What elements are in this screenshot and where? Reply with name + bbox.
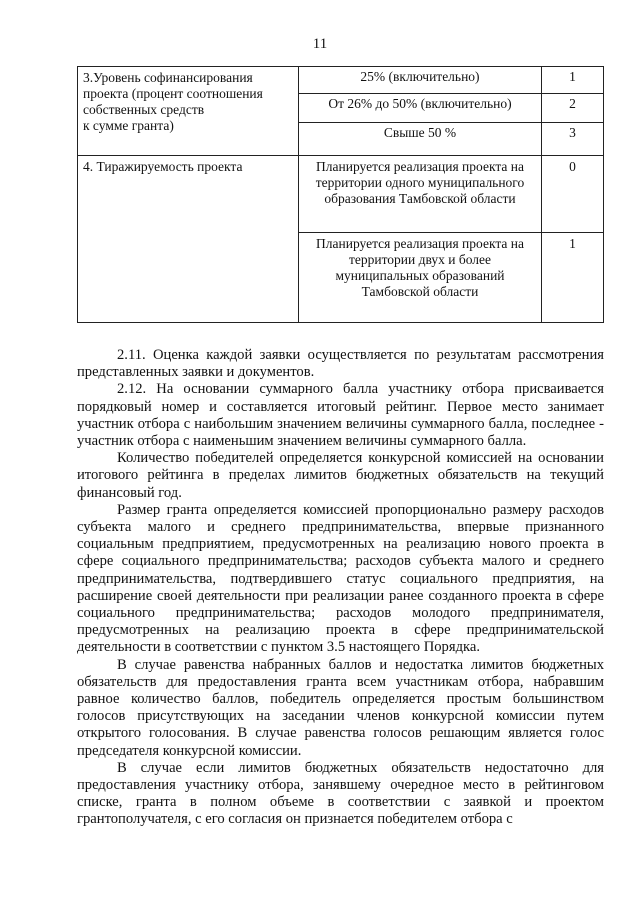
criterion-text: 4. Тиражируемость проекта <box>83 159 243 174</box>
criterion-replicability <box>78 156 299 323</box>
paragraph-grant-size: Размер гранта определяется комиссией пропорционально размеру расходов субъекта малого и среднего предпринимательства, впервые признанного социальным предприятием, предусмотренных на реализацию нового проекта в сфере социального предпринимательства; расходов субъекта малого и среднего предпринимательства, подтвердившего статус социального предприятия, на расширение своей деятельности при реализации ранее созданного проекта в сфере социального предпринимательства; расходов молодого предпринимателя, предусмотренных на реализацию проекта в сфере предпринимательской деятельности в соответствии с пунктом 3.5 настоящего Порядка. <box>77 501 604 656</box>
page-number: 11 <box>312 36 328 52</box>
option-cell: От 26% до 50% (включительно) <box>299 94 542 123</box>
body-text <box>77 347 604 829</box>
table-row <box>78 156 604 233</box>
paragraph-tie-vote: В случае равенства набранных баллов и недостатка лимитов бюджетных обязательств для предоставления гранта всем участникам отбора, набравшим равное количество баллов, победитель определяется простым большинством голосов присутствующих на заседании членов конкурсной комиссии путем открытого голосования. В случае равенства голосов решающим является голос председателя конкурсной комиссии. <box>77 656 604 759</box>
paragraph-winners-count: Количество победителей определяется конкурсной комиссией на основании итогового рейтинга в пределах лимитов бюджетных обязательств на текущий финансовый год. <box>77 450 604 501</box>
criterion-cofinancing <box>78 67 299 156</box>
scoring-criteria-table <box>77 66 604 323</box>
criterion-text: 3.Уровень софинансирования проекта (процент соотношения собственных средств к сумме гранта) <box>83 70 263 133</box>
score-cell: 1 <box>542 67 604 94</box>
option-cell: Планируется реализация проекта на территории одного муниципального образования Тамбовской области <box>299 156 542 233</box>
score-cell: 1 <box>542 233 604 323</box>
score-cell: 0 <box>542 156 604 233</box>
option-cell: Планируется реализация проекта на территории двух и более муниципальных образований Тамбовской области <box>299 233 542 323</box>
option-cell: Свыше 50 % <box>299 123 542 156</box>
paragraph-2-12: 2.12. На основании суммарного балла участнику отбора присваивается порядковый номер и составляется итоговый рейтинг. Первое место занимает участник отбора с наибольшим значением величины суммарного балла, последнее - участник отбора с наименьшим значением величины суммарного балла. <box>77 381 604 450</box>
paragraph-insufficient-limits: В случае если лимитов бюджетных обязательств недостаточно для предоставления участнику отбора, занявшему очередное место в рейтинговом списке, гранта в полном объеме в соответствии с заявкой и проектом грантополучателя, с его согласия он признается победителем отбора с <box>77 759 604 828</box>
paragraph-2-11: 2.11. Оценка каждой заявки осуществляется по результатам рассмотрения представленных заявки и документов. <box>77 347 604 381</box>
table-row <box>78 67 604 94</box>
score-cell: 2 <box>542 94 604 123</box>
score-cell: 3 <box>542 123 604 156</box>
option-cell: 25% (включительно) <box>299 67 542 94</box>
